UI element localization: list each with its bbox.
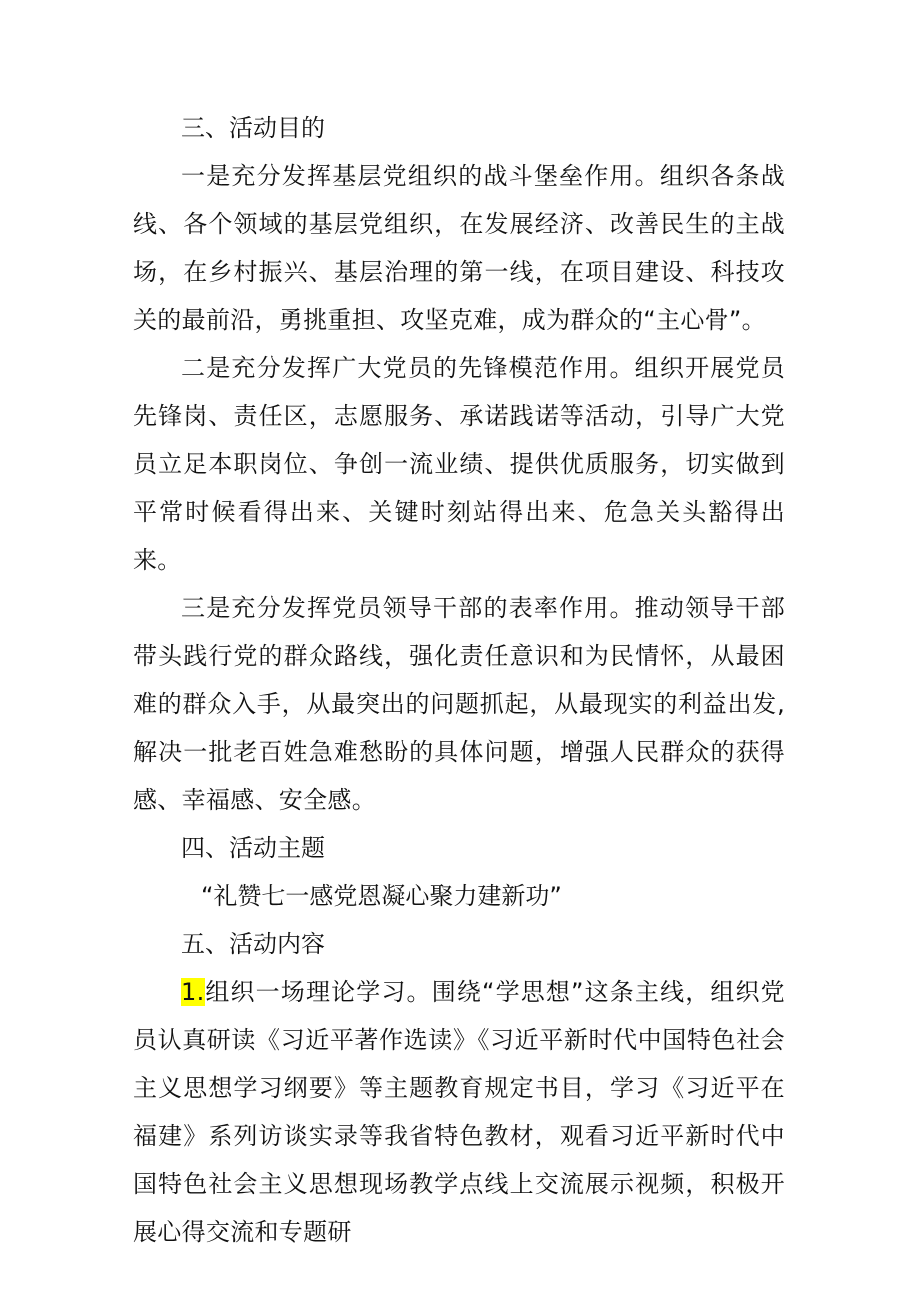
paragraph-objective-1: 一是充分发挥基层党组织的战斗堡垒作用。组织各条战线、各个领域的基层党组织，在发展经济、改善民生的主战场，在乡村振兴、基层治理的第一线，在项目建设、科技攻关的最前沿，勇挑重担、攻坚克难，成为群众的“主心骨”。 xyxy=(133,162,785,334)
paragraph-objective-3: 三是充分发挥党员领导干部的表率作用。推动领导干部带头践行党的群众路线，强化责任意识和为民情怀，从最困难的群众入手，从最突出的问题抓起，从最现实的利益出发,解决一批老百姓急难愁盼的具体问题，增强人民群众的获得感、幸福感、安全感。 xyxy=(133,594,785,814)
highlighted-item-number: 1. xyxy=(181,978,205,1006)
item-1-text: 组织一场理论学习。围绕“学思想”这条主线，组织党员认真研读《习近平著作选读》《习近平新时代中国特色社会主义思想学习纲要》等主题教育规定书目，学习《习近平在福建》系列访谈实录等我省特色教材，观看习近平新时代中国特色社会主义思想现场教学点线上交流展示视频，积极开展心得交流和专题研 xyxy=(133,978,785,1246)
section-heading-content: 五、活动内容 xyxy=(181,930,325,958)
document-body xyxy=(133,104,785,1256)
section-heading-theme: 四、活动主题 xyxy=(181,834,325,862)
paragraph-content-item-1 xyxy=(133,968,785,1256)
section-heading-objectives: 三、活动目的 xyxy=(181,114,325,142)
activity-theme: “礼赞七一感党恩凝心聚力建新功” xyxy=(201,882,562,910)
paragraph-objective-2: 二是充分发挥广大党员的先锋模范作用。组织开展党员先锋岗、责任区，志愿服务、承诺践诺等活动，引导广大党员立足本职岗位、争创一流业绩、提供优质服务，切实做到平常时候看得出来、关键时刻站得出来、危急关头豁得出来。 xyxy=(133,354,785,574)
